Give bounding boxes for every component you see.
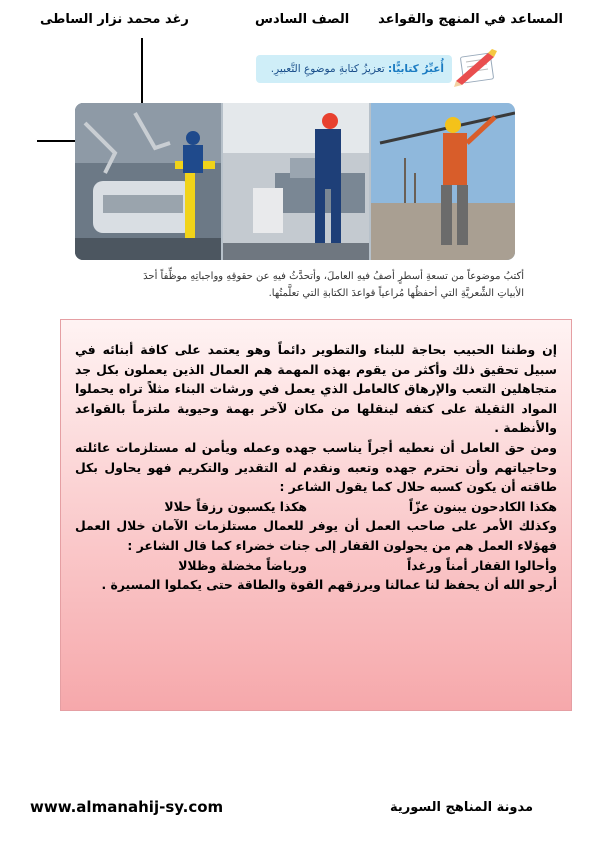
author-name: رغد محمد نزار الساطى <box>40 12 189 27</box>
essay-paragraph-2: ومن حق العامل أن نعطيه أجراً يناسب جهده وعمله ويأمن له مستلزمات عائلته وحاجياتهم وأن نحترم جهده وتعبه ونقدم له التقدير والتكريم فهو يحاول بكل طاقته أن يكون كسبه حلال كما يقول الشاعر : <box>75 439 557 495</box>
book-title: المساعد في المنهج والقواعد <box>378 12 563 27</box>
footer-website-link[interactable]: www.almanahij-sy.com <box>30 798 224 816</box>
task-instructions <box>62 268 524 302</box>
pencil-paper-icon <box>452 47 500 87</box>
banner-keyword: أُعبِّرُ كتابيًّا: <box>388 63 444 75</box>
essay-paragraph-1: إن وطننا الحبيب بحاجة للبناء والتطوير دائماً وهو يعتمد على كافة أبنائه في سبيل تحقيق ذلك وأكثر من يقوم بهذه المهمة هم العمال الذين يعملون بكل جد متجاهلين التعب والإرهاق كالعامل الذي يعمل في ورشات البناء مثلاً تراه يحملوا المواد الثقيلة على كتفه لينقلها من مكان لآخر بهمة وحيوية ملتزماً بالقواعد والأنظمة . <box>75 342 557 436</box>
car-factory-photo <box>75 103 221 260</box>
verse-1-second-hemistich: هكذا يكسبون رزقاً حلالا <box>164 498 307 514</box>
poem-verse-2 <box>75 556 557 576</box>
essay-paragraph-4: أرجو الله أن يحفظ لنا عمالنا ويرزقهم القوة والطاقة حتى يكملوا المسيرة . <box>101 577 557 593</box>
essay-paragraph-3: وكذلك الأمر على صاحب العمل أن يوفر للعمال مستلزمات الآمان خلال العمل فهؤلاء العمل هم من يحولون القفار إلى جنات خضراء كما قال الشاعر : <box>75 518 557 553</box>
workers-photo-strip <box>75 103 515 260</box>
poem-verse-1 <box>75 497 557 517</box>
verse-2-second-hemistich: ورياضاً مخضلة وظلالا <box>178 557 307 573</box>
verse-2-first-hemistich: وأحالوا القفار أمناً ورغداً <box>407 557 557 573</box>
construction-worker-photo <box>371 103 515 260</box>
banner-text: تعزيزُ كتابةِ موضوعِ التَّعبيرِ. <box>270 63 385 75</box>
instruction-banner <box>256 55 452 83</box>
task-line-2: الأبياتِ الشِّعريَّةِ التي أحفظُها مُراعياً قواعدَ الكتابةِ التي تعلَّمتُها. <box>268 288 524 299</box>
task-line-1: أكتبُ موضوعاً من تسعةِ أسطرٍ أصفُ فيهِ العاملَ، وأتحدَّثُ فيهِ عن حقوقِهِ وواجباتِهِ موظِّفاً أحدَ <box>143 271 524 282</box>
grade-label: الصف السادس <box>255 12 350 27</box>
essay-box <box>60 319 572 711</box>
essay-text <box>75 340 557 595</box>
footer-blog-name: مدونة المناهج السورية <box>389 800 533 815</box>
lathe-worker-photo <box>223 103 369 260</box>
verse-1-first-hemistich: هكذا الكادحون يبنون عزّاً <box>408 498 557 514</box>
